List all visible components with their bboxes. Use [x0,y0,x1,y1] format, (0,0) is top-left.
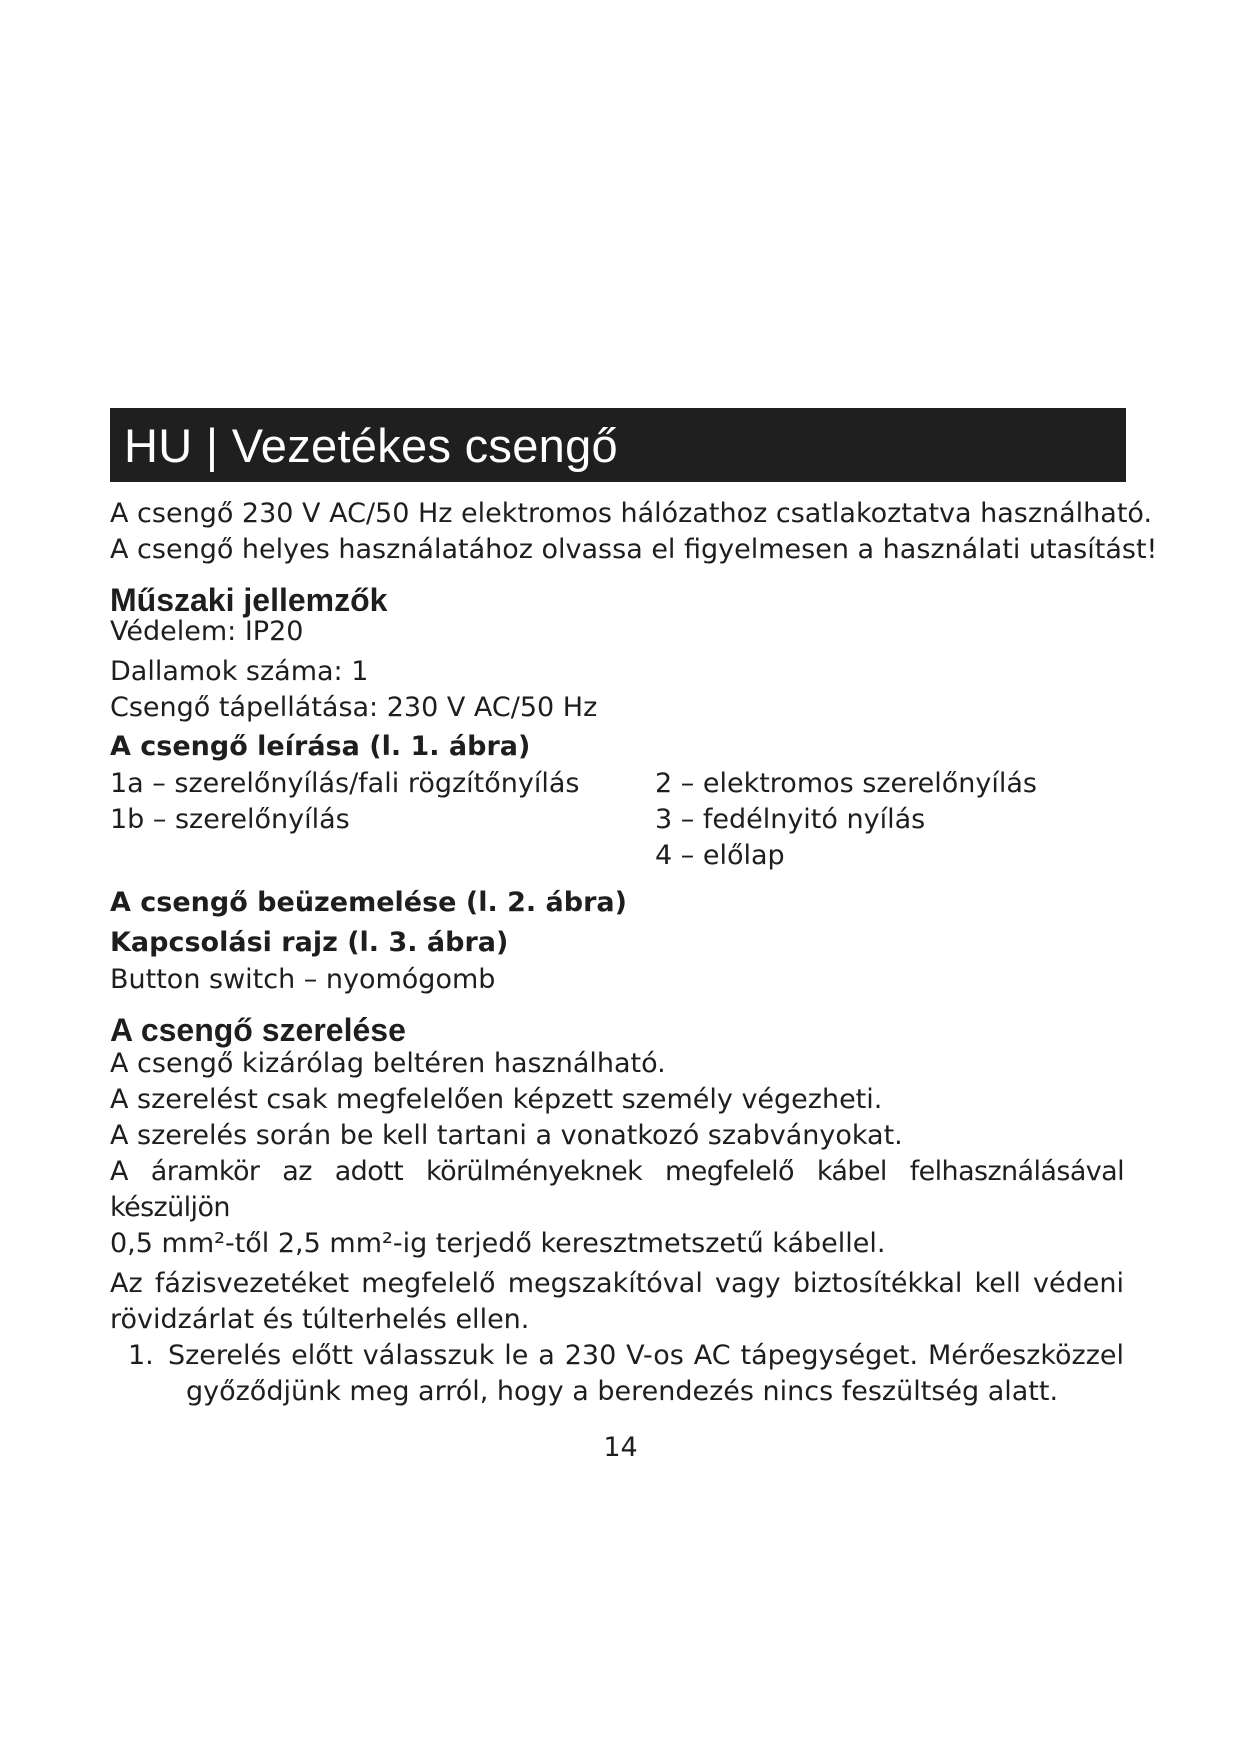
parts-list-right [655,766,1124,874]
setup-heading: A csengő beüzemelése (l. 2. ábra) [110,887,627,918]
spec-power: Csengő tápellátása: 230 V AC/50 Hz [110,692,598,723]
installation-line: A csengő kizárólag beltéren használható. [110,1048,666,1079]
description-heading: A csengő leírása (l. 1. ábra) [110,731,531,762]
part-item: 3 – fedélnyitó nyílás [655,804,926,835]
cable-line: A áramkör az adott körülményeknek megfelelő kábel felhasználásával készüljön [110,1156,1124,1223]
part-item: 2 – elektromos szerelőnyílás [655,768,1037,799]
phase-line: rövidzárlat és túlterhelés ellen. [110,1304,530,1335]
page-title-banner [110,408,1126,482]
wiring-heading: Kapcsolási rajz (l. 3. ábra) [110,927,509,958]
intro-line: A csengő helyes használatához olvassa el figyelmesen a használati utasítást! [110,534,1158,565]
step-item [128,1338,1124,1374]
step-text: Szerelés előtt válasszuk le a 230 V-os AC tápegységet. Mérőeszközzel [168,1340,1124,1371]
part-item: 1a – szerelőnyílás/fali rögzítőnyílás [110,768,580,799]
specs-section [110,580,1124,726]
button-note: Button switch – nyomógomb [110,964,496,995]
manual-page [110,408,1158,1410]
spec-melodies: Dallamok száma: 1 [110,656,369,687]
intro-section [110,496,1158,568]
specs-heading: Műszaki jellemzők [110,582,388,618]
page-title: HU | Vezetékes csengő [124,418,618,472]
installation-line: A szerelést csak megfelelően képzett személy végezheti. [110,1084,883,1115]
description-section [110,728,1124,874]
step-text-continued: győződjünk meg arról, hogy a berendezés nincs feszültség alatt. [186,1376,1059,1407]
installation-line: A szerelés során be kell tartani a vonatkozó szabványokat. [110,1120,903,1151]
setup-section [110,884,1124,998]
installation-section [110,1010,1124,1410]
step-number: 1. [128,1340,154,1371]
part-item: 1b – szerelőnyílás [110,804,350,835]
page-number: 14 [603,1432,638,1463]
part-item: 4 – előlap [655,840,785,871]
intro-line: A csengő 230 V AC/50 Hz elektromos hálózathoz csatlakoztatva használható. [110,498,1153,529]
parts-list [110,766,1124,874]
spec-protection: Védelem: IP20 [110,616,304,647]
step-list [110,1338,1124,1410]
phase-line: Az fázisvezetéket megfelelő megszakítóval vagy biztosítékkal kell védeni [110,1268,1124,1299]
cable-line: 0,5 mm²-től 2,5 mm²-ig terjedő keresztmetszetű kábellel. [110,1228,886,1259]
installation-heading: A csengő szerelése [110,1012,406,1048]
parts-list-left [110,766,655,874]
